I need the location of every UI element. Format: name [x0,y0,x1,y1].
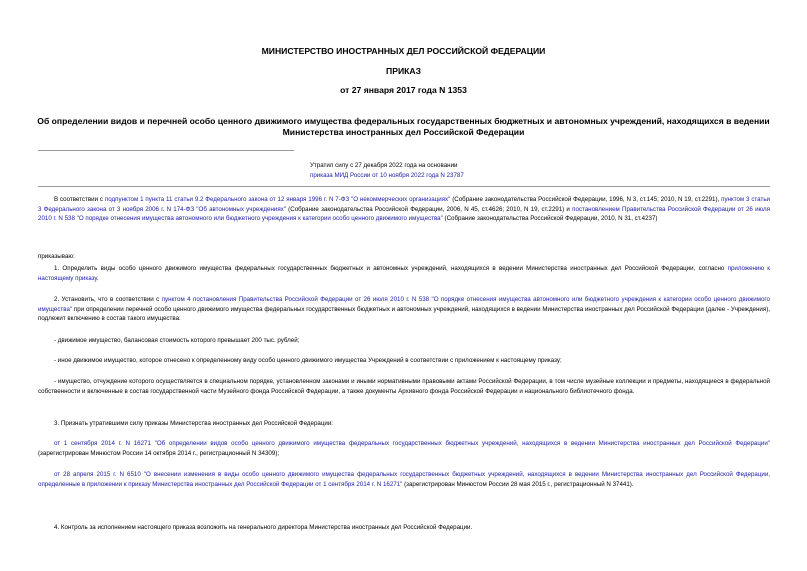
status-note-link[interactable]: приказа МИД России от 10 ноября 2022 года N 23787 [310,172,464,179]
item-4-paragraph: 4. Контроль за исполнением настоящего приказа возложить на генерального директора Министерства иностранных дел Российской Федерации. [54,524,473,531]
date-number-heading: от 27 января 2017 года N 1353 [340,85,467,95]
preamble-text-1: В соответствии с [54,196,105,203]
repealed-order-1 [38,439,770,458]
order-word: приказываю: [38,253,75,260]
item-1-link-appendix[interactable]: приложению к настоящему приказу [38,265,771,282]
item-2-text-end: при определении перечней особо ценного движимого имущества федеральных государственных бюджетных и автономных учреждений, находящихся в ведении Министерства иностранных дел Российской Федерации (далее - Учреждения), подлежит включению в состав такого имущества: [38,305,770,323]
item-1-paragraph [38,264,770,283]
divider-full [38,186,770,187]
preamble-text-2: (Собрание законодательства Российской Федерации, 1996, N 3, ст.145; 2010, N 19, ст.2291), [450,196,722,203]
preamble-link-law-174fz[interactable]: пунктом 3 статьи 3 Федерального закона от 3 ноября 2006 г. N 174-ФЗ "Об автономных учреждениях" [38,196,771,213]
repealed-order-1-link[interactable]: от 1 сентября 2014 г. N 16271 "Об определении видов особо ценного движимого имущества федеральных государственных бюджетных учреждений, находящихся в ведении Министерства иностранных дел Российской Федерации" [54,440,770,447]
preamble-link-resolution-538[interactable]: постановлением Правительства Российской Федерации от 26 июля 2010 г. N 538 "О порядке отнесения имущества автономного или бюджетного учреждения к категории особо ценного движимого имущества" [38,205,770,223]
item-3-paragraph: 3. Признать утратившими силу приказы Министерства иностранных дел Российской Федерации: [54,420,334,427]
preamble-link-law-7fz[interactable]: подпунктом 1 пункта 11 статьи 9.2 Федерального закона от 12 января 1996 г. N 7-ФЗ "О некоммерческих организациях" [104,196,451,203]
repealed-order-2-link[interactable]: от 28 апреля 2015 г. N 6510 "О внесении изменения в виды особо ценного движимого имущества федеральных государственных бюджетных учреждений, находящихся в ведении Министерства иностранных дел Российской Федерации, определенные в приложении к приказу Министерства иностранных дел Российской Федерации от 1 сентября 2014 г. N 16271" [38,471,770,488]
status-note-text: Утратил силу с 27 декабря 2022 года на основании [310,162,458,169]
item-1-text-end: . [96,274,99,282]
item-2-link-resolution-538[interactable]: пунктом 4 постановления Правительства Российской Федерации от 26 июля 2010 г. N 538 "О порядке отнесения имущества автономного или бюджетного учреждения к категории особо ценного движимого имущества" [38,296,770,313]
repealed-order-2 [38,470,770,489]
item-1-text: 1. Определить виды особо ценного движимого имущества федеральных государственных бюджетных и автономных учреждений, находящихся в ведении Министерства иностранных дел Российской Федерации, согласно [54,265,728,272]
item-2-paragraph [38,295,770,324]
divider-short [38,150,294,151]
ministry-heading: МИНИСТЕРСТВО ИНОСТРАННЫХ ДЕЛ РОССИЙСКОЙ ФЕДЕРАЦИИ [261,46,546,56]
doc-type-heading: ПРИКАЗ [386,66,421,76]
document-title: Об определении видов и перечней особо ценного движимого имущества федеральных государственных бюджетных и автономных учреждений, находящихся в ведении Министерства иностранных дел Российской Федерации [37,116,770,137]
preamble-text-3: (Собрание законодательства Российской Федерации, 2006, N 45, ст.4626; 2010, N 19, ст.2291) и [285,205,573,213]
item-2-text: 2. Установить, что в соответствии с [54,296,162,303]
repealed-order-2-text: (зарегистрирован Минюстом России 28 мая 2015 г., регистрационный N 37441). [402,480,634,488]
bullet-3: - имущество, отчуждение которого осуществляется в специальном порядке, установленном законами и иными нормативными правовыми актами Российской Федерации, в том числе музейные коллекции и предметы, находящиеся в федеральной собственности и включенные в состав государственной части Музейного фонда Российской Федерации, а также документы Архивного фонда Российской Федерации и национального библиотечного фонда. [38,378,770,395]
repealed-order-1-text: (зарегистрирован Минюстом России 14 октября 2014 г., регистрационный N 34309); [38,449,280,457]
bullet-2: - иное движимое имущество, которое отнесено к определенному виду особо ценного движимого имущества Учреждений в соответствии с приложением к настоящему приказу; [54,357,562,364]
bullet-1: - движимое имущество, балансовая стоимость которого превышает 200 тыс. рублей; [54,337,300,344]
preamble-paragraph [38,195,770,224]
preamble-text-4: (Собрание законодательства Российской Федерации, 2010, N 31, ст.4237) [442,215,658,223]
